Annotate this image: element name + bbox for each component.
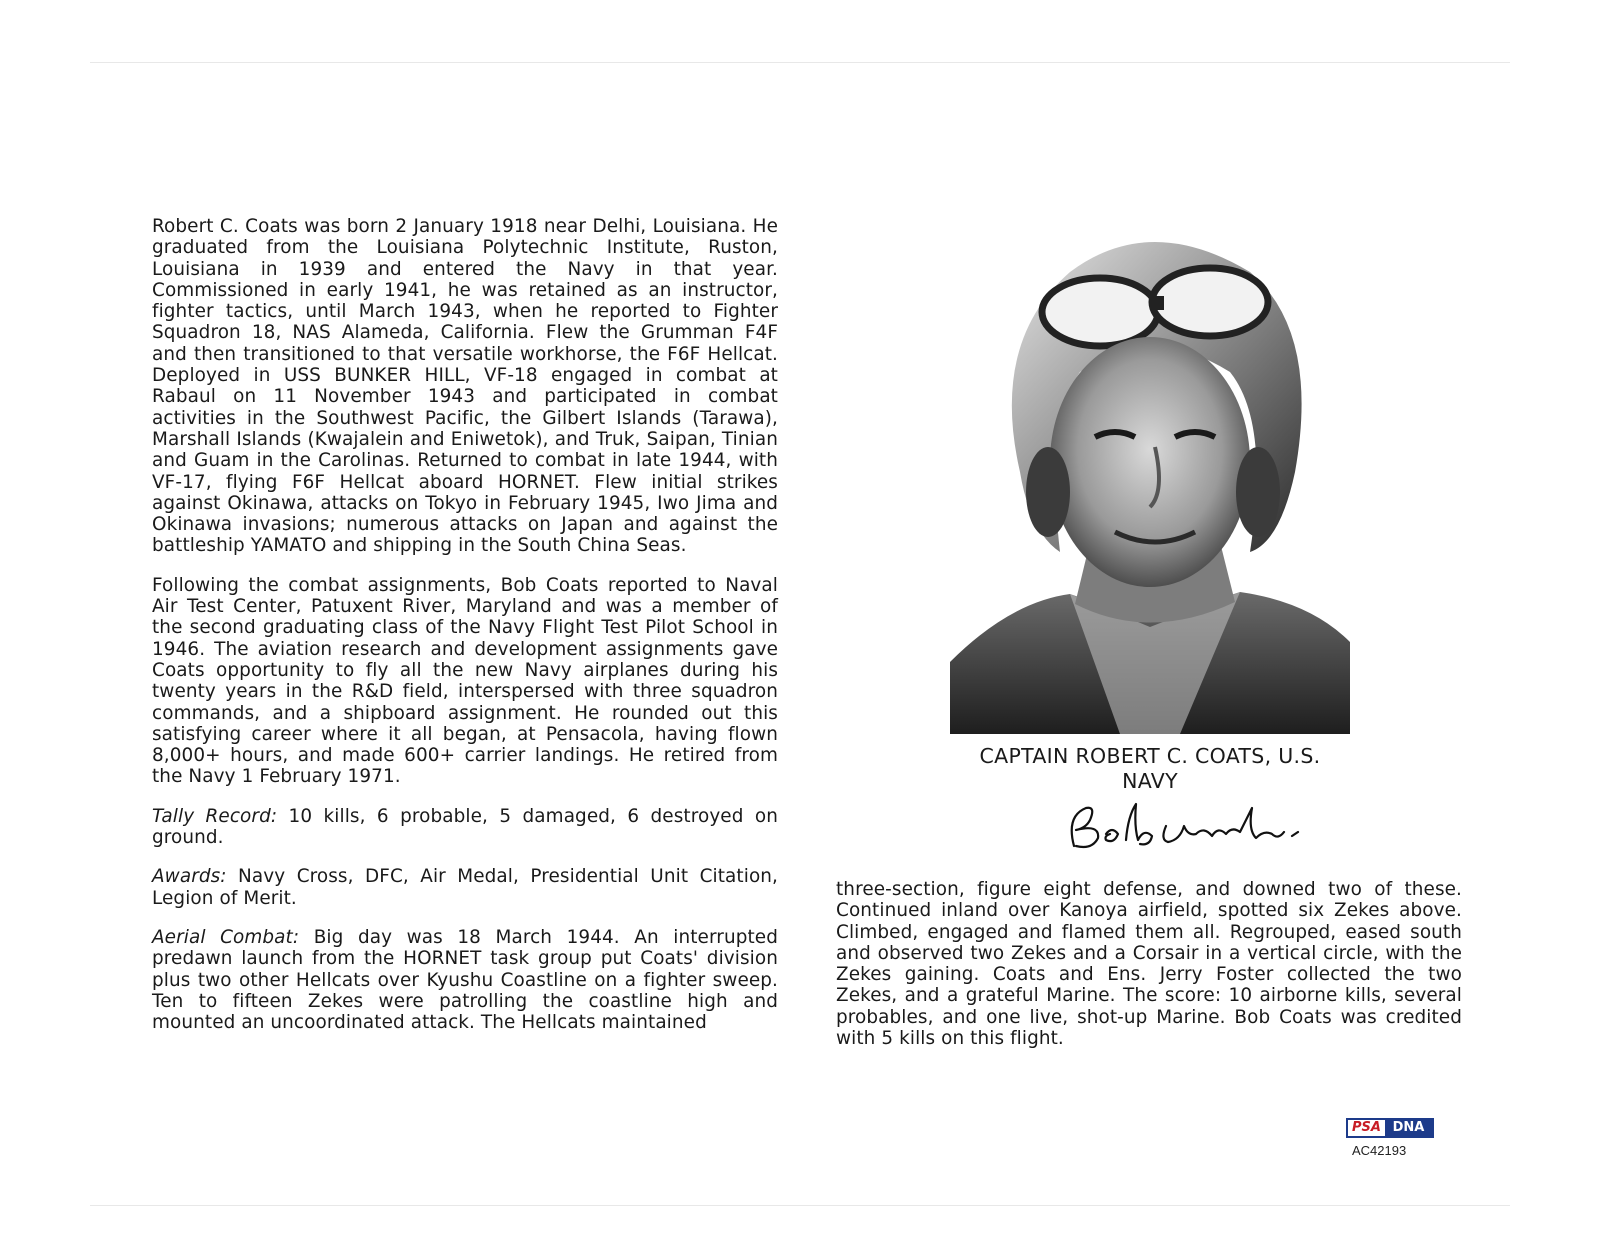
certificate-number: AC42193 bbox=[1352, 1143, 1407, 1158]
biography-paragraph-later-career: Following the combat assignments, Bob Coats reported to Naval Air Test Center, Patuxent River, Maryland and was a member of the second graduating class of the Navy Flight Test Pilot School in 1946. The aviation research and development assignments gave Coats opportunity to fly all the new Navy airplanes during his twenty years in the R&D field, interspersed with three squadron commands, and a shipboard assignment. He rounded out this satisfying career where it all began, at Pensacola, having flown 8,000+ hours, and made 600+ carrier landings. He retired from the Navy 1 February 1971. bbox=[152, 574, 778, 788]
portrait-caption-line-2: NAVY bbox=[1122, 769, 1178, 793]
awards bbox=[152, 866, 778, 909]
bottom-rule bbox=[90, 1205, 1510, 1206]
aerial-combat bbox=[152, 927, 778, 1033]
portrait-caption-line-1: CAPTAIN ROBERT C. COATS, U.S. bbox=[979, 744, 1321, 768]
pilot-portrait bbox=[950, 222, 1350, 734]
biography-right-column bbox=[836, 879, 1462, 1067]
tally-record-label: Tally Record: bbox=[152, 805, 278, 827]
aerial-combat-continued: three-section, figure eight defense, and downed two of these. Continued inland over Kanoya airfield, spotted six Zekes above. Climbed, engaged and flamed them all. Regrouped, eased south and observed two Zekes and a Corsair in a vertical circle, with the Zekes gaining. Coats and Ens. Jerry Foster collected the two Zekes, and a grateful Marine. The score: 10 airborne kills, several probables, and one live, shot-up Marine. Bob Coats was credited with 5 kills on this flight. bbox=[836, 879, 1462, 1050]
aerial-combat-text: Big day was 18 March 1944. An interrupted predawn launch from the HORNET task group put Coats' division plus two other Hellcats over Kyushu Coastline on a fighter sweep. Ten to fifteen Zekes were patrolling the coastline high and mounted an uncoordinated attack. The Hellcats maintained bbox=[152, 926, 778, 1034]
tally-record bbox=[152, 806, 778, 849]
tally-record-text: 10 kills, 6 probable, 5 damaged, 6 destroyed on ground. bbox=[152, 805, 778, 849]
aerial-combat-label: Aerial Combat: bbox=[152, 926, 300, 948]
dna-logo-text: DNA bbox=[1385, 1120, 1432, 1136]
handwritten-signature bbox=[1056, 796, 1316, 856]
biography-paragraph-early-career: Robert C. Coats was born 2 January 1918 near Delhi, Louisiana. He graduated from the Louisiana Polytechnic Institute, Ruston, Louisiana in 1939 and entered the Navy in that year. Commissioned in early 1941, he was retained as an instructor, fighter tactics, until March 1943, when he reported to Fighter Squadron 18, NAS Alameda, California. Flew the Grumman F4F and then transitioned to that versatile workhorse, the F6F Hellcat. Deployed in USS BUNKER HILL, VF-18 engaged in combat at Rabaul on 11 November 1943 and participated in combat activities in the Southwest Pacific, the Gilbert Islands (Tarawa), Marshall Islands (Kwajalein and Eniwetok), and Truk, Saipan, Tinian and Guam in the Carolinas. Returned to combat in late 1944, with VF-17, flying F6F Hellcat aboard HORNET. Flew initial strikes against Okinawa, attacks on Tokyo in February 1945, Iwo Jima and Okinawa invasions; numerous attacks on Japan and against the battleship YAMATO and shipping in the South China Seas. bbox=[152, 216, 778, 557]
portrait-caption bbox=[940, 744, 1360, 794]
biography-left-column bbox=[152, 216, 778, 1051]
awards-text: Navy Cross, DFC, Air Medal, Presidential Unit Citation, Legion of Merit. bbox=[152, 866, 778, 909]
top-rule bbox=[90, 62, 1510, 63]
psa-logo-text: PSA bbox=[1348, 1120, 1385, 1136]
psa-dna-logo bbox=[1346, 1118, 1434, 1138]
awards-label: Awards: bbox=[152, 866, 227, 888]
